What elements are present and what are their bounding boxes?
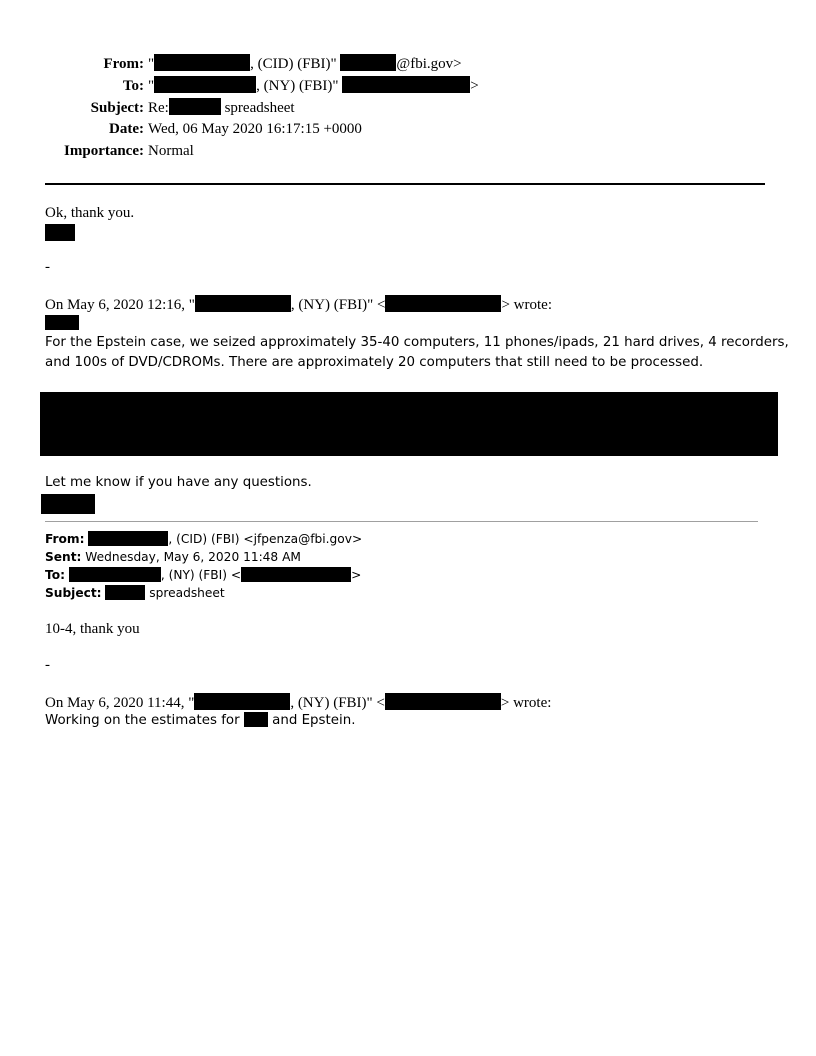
signature-redaction xyxy=(41,494,95,514)
importance-label: Importance: xyxy=(64,143,144,159)
redaction xyxy=(195,295,291,312)
header-to-row: To: " , (NY) (FBI)" > xyxy=(0,76,479,95)
redaction xyxy=(69,567,161,582)
fwd-text: 10-4, thank you xyxy=(45,621,140,637)
fwd-subject-row xyxy=(45,584,225,602)
forward-divider xyxy=(45,521,758,522)
fwd-subject-value: spreadsheet xyxy=(149,586,225,600)
to-label: To: xyxy=(122,78,144,94)
redaction xyxy=(241,567,351,582)
signature-redaction xyxy=(45,315,79,330)
header-importance-row xyxy=(0,142,194,160)
redaction xyxy=(169,98,221,115)
subject-label: Subject: xyxy=(90,100,144,116)
redaction xyxy=(88,531,168,546)
block-redaction xyxy=(40,392,778,456)
reply-text: Ok, thank you. xyxy=(45,205,135,221)
fwd-from-row xyxy=(45,530,362,548)
fwd-sent-label: Sent: xyxy=(45,550,82,564)
redaction xyxy=(342,76,470,93)
redaction xyxy=(340,54,396,71)
quoted-body-line-1: For the Epstein case, we seized approximately 35-40 computers, 11 phones/ipads, 21 hard drives, 4 recorders, xyxy=(45,335,789,350)
fwd-quoted-body: Working on the estimates for and Epstein. xyxy=(45,713,356,728)
fwd-sent-row xyxy=(45,548,301,566)
from-label: From: xyxy=(103,56,144,72)
date-value: Wed, 06 May 2020 16:17:15 +0000 xyxy=(148,121,362,137)
redaction xyxy=(385,295,501,312)
header-divider xyxy=(45,183,765,185)
fwd-from-label: From: xyxy=(45,532,85,546)
header-subject-row: Subject: Re: spreadsheet xyxy=(0,98,295,117)
fwd-to-label: To: xyxy=(45,568,65,582)
quote-header: On May 6, 2020 12:16, " , (NY) (FBI)" < > wrote: xyxy=(45,297,552,313)
questions-text: Let me know if you have any questions. xyxy=(45,475,312,490)
fwd-quote-header: On May 6, 2020 11:44, " , (NY) (FBI)" < > wrote: xyxy=(45,695,552,711)
importance-value: Normal xyxy=(148,143,194,159)
redaction xyxy=(244,712,268,727)
fwd-subject-label: Subject: xyxy=(45,586,102,600)
fwd-sent-value: Wednesday, May 6, 2020 11:48 AM xyxy=(85,550,301,564)
quoted-body-line-2: and 100s of DVD/CDROMs. There are approximately 20 computers that still need to be processed. xyxy=(45,355,704,370)
header-from-row: From: " , (CID) (FBI)" @fbi.gov> xyxy=(0,54,462,73)
fwd-dash: - xyxy=(45,657,50,673)
to-value: , (NY) (FBI)" xyxy=(256,78,339,94)
redaction xyxy=(154,54,250,71)
signature-redaction xyxy=(45,224,75,241)
from-value: , (CID) (FBI)" xyxy=(250,56,337,72)
redaction xyxy=(154,76,256,93)
redaction xyxy=(194,693,290,710)
redaction xyxy=(385,693,501,710)
date-label: Date: xyxy=(109,121,144,137)
fwd-from-value: , (CID) (FBI) <jfpenza@fbi.gov> xyxy=(168,532,363,546)
fwd-to-row: To: , (NY) (FBI) < > xyxy=(45,568,362,582)
header-date-row xyxy=(0,120,362,138)
subject-value: spreadsheet xyxy=(224,100,295,116)
redaction xyxy=(105,585,145,600)
reply-dash: - xyxy=(45,259,50,275)
